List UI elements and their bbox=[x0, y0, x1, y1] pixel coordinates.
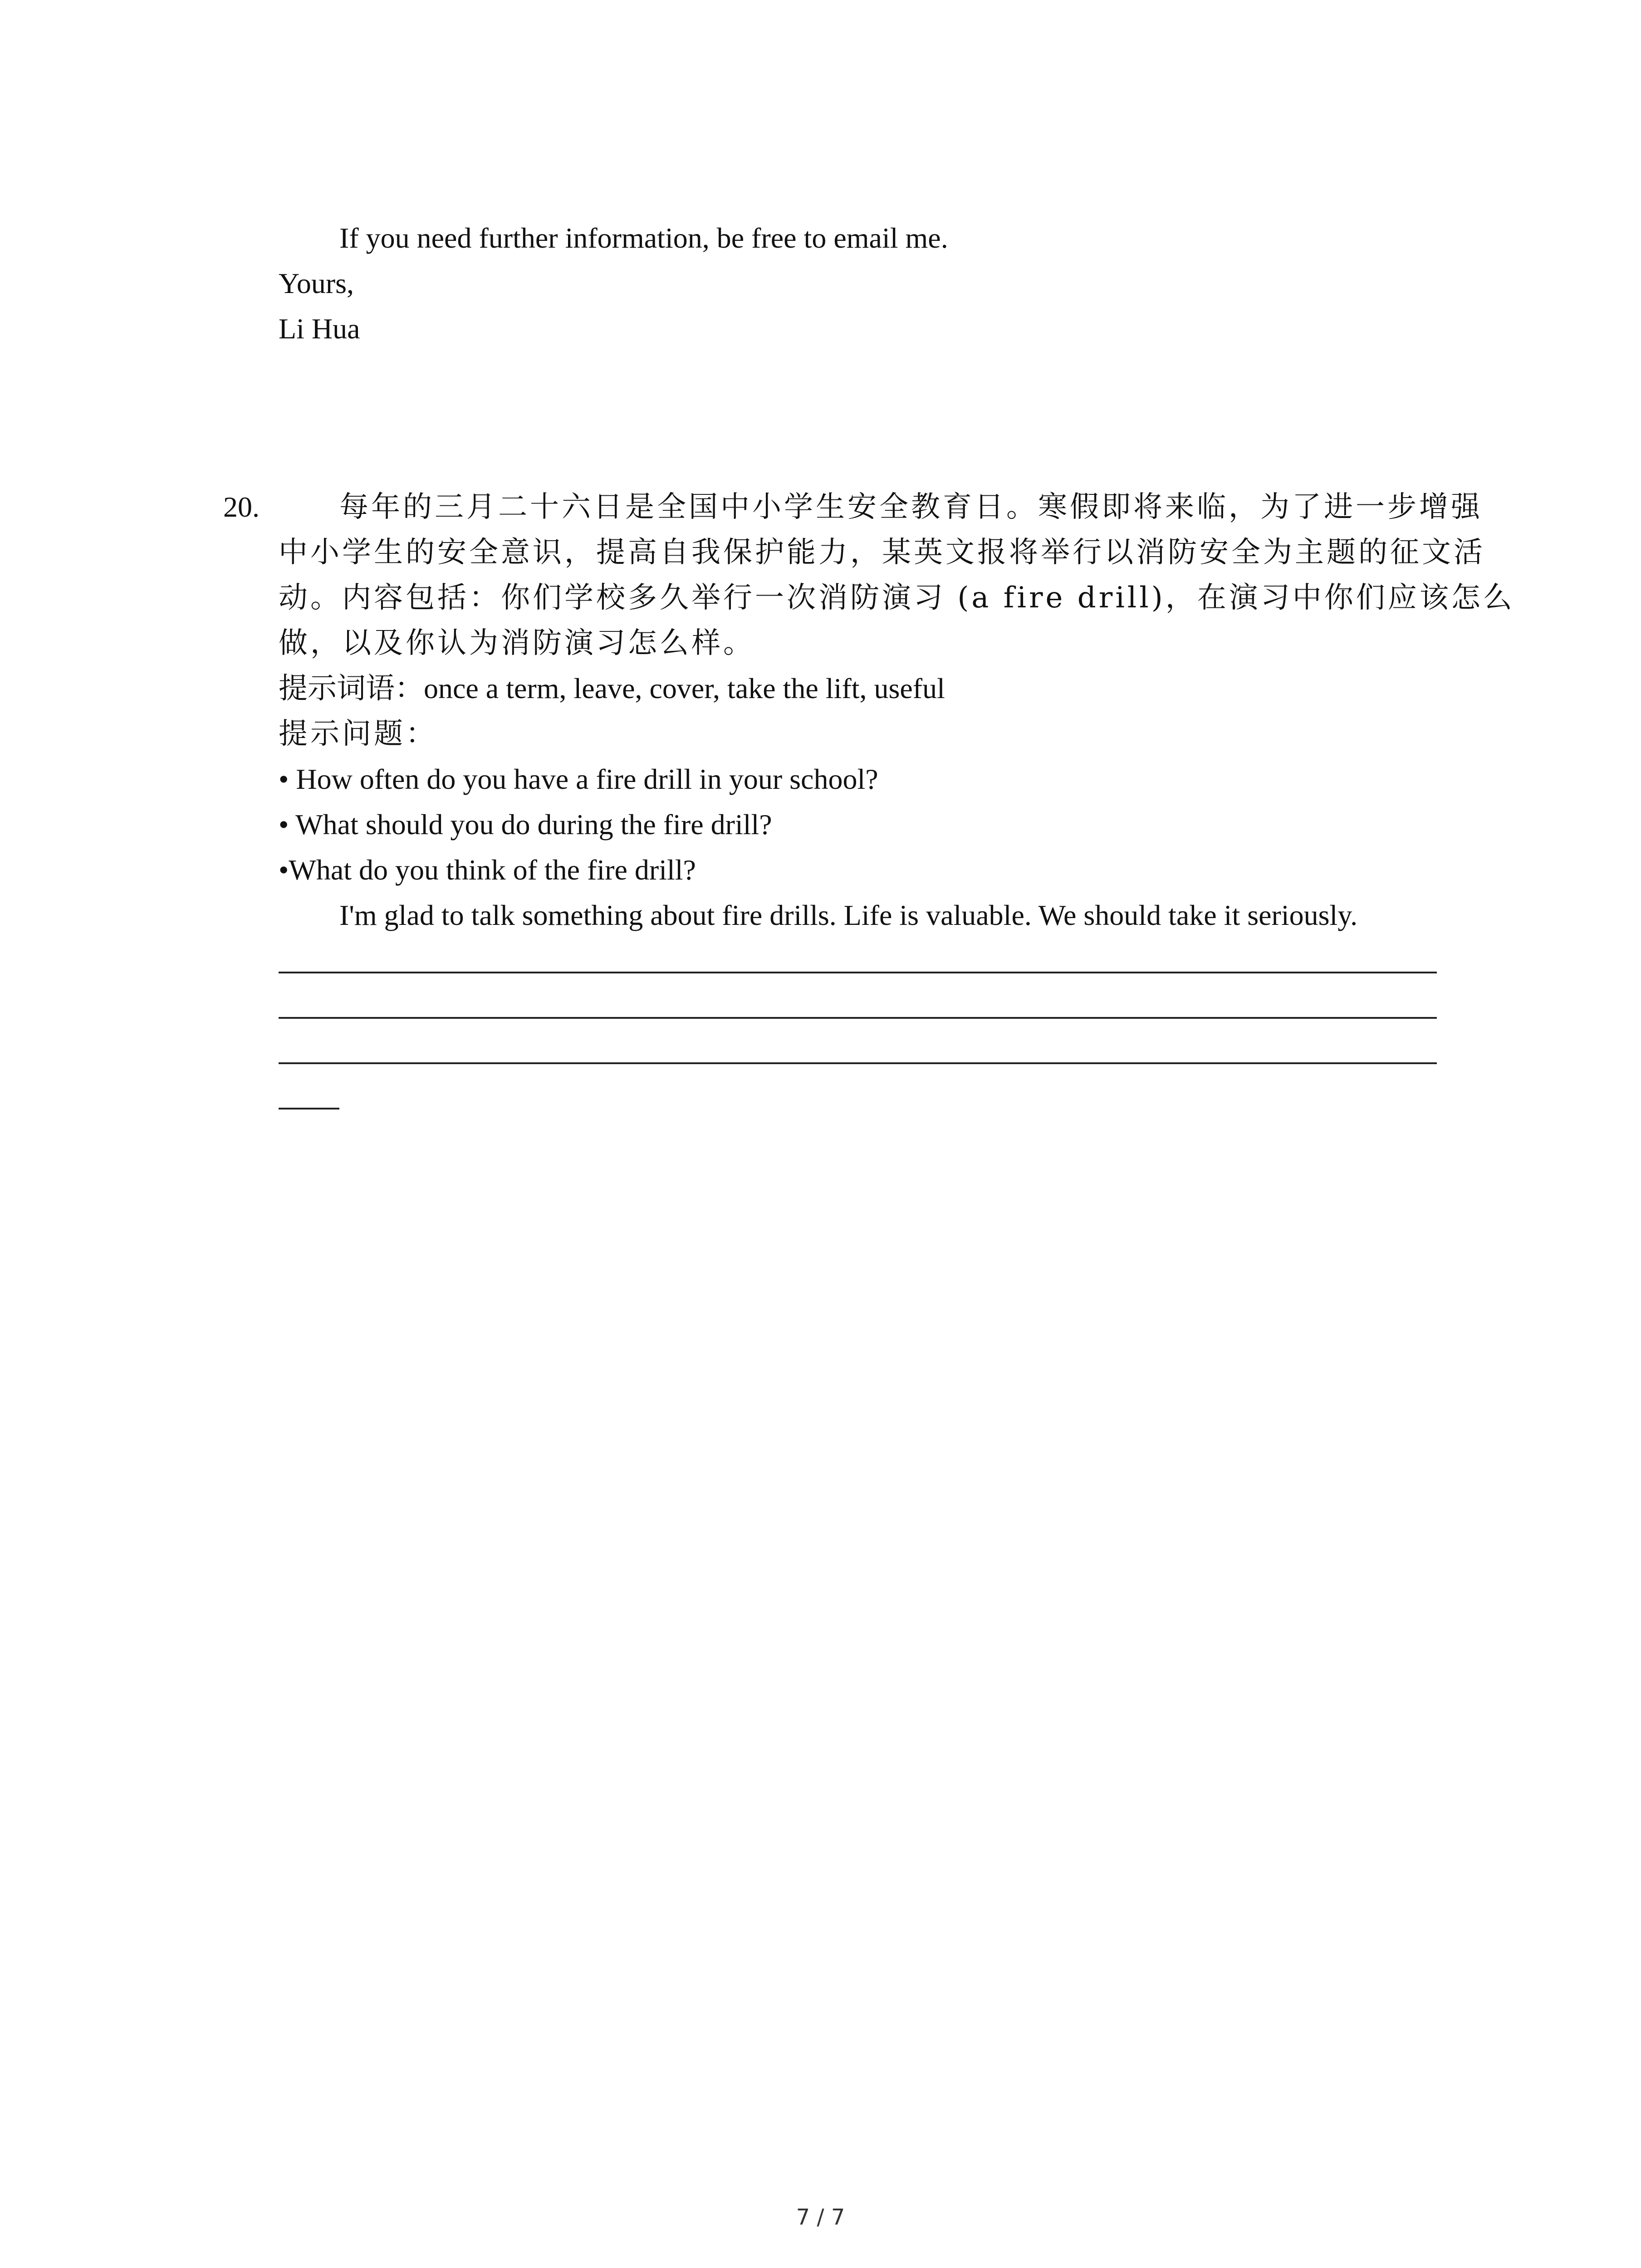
answer-line-3[interactable] bbox=[279, 1062, 1437, 1064]
hint-words: 提示词语：once a term, leave, cover, take the lift, useful bbox=[279, 672, 945, 704]
answer-line-end[interactable] bbox=[279, 1108, 339, 1110]
question-number: 20. bbox=[223, 491, 260, 523]
hint-question-2: • What should you do during the fire drill? bbox=[279, 808, 772, 841]
question-prompt-line-4: 做，以及你认为消防演习怎么样。 bbox=[279, 626, 755, 660]
hint-question-1: • How often do you have a fire drill in your school? bbox=[279, 763, 878, 795]
letter-closing-line: If you need further information, be free to email me. bbox=[339, 222, 948, 254]
answer-line-1[interactable] bbox=[279, 972, 1437, 973]
opening-sentence: I'm glad to talk something about fire drills. Life is valuable. We should take it seriously. bbox=[339, 899, 1358, 931]
question-prompt-line-3: 动。内容包括：你们学校多久举行一次消防演习 (a fire drill)，在演习中你们应该怎么 bbox=[279, 581, 1515, 615]
page-number: 7 / 7 bbox=[796, 2204, 845, 2230]
hint-questions-label: 提示问题： bbox=[279, 717, 437, 751]
letter-signoff: Yours, bbox=[279, 267, 354, 299]
letter-signature: Li Hua bbox=[279, 313, 360, 345]
question-prompt-line-1: 每年的三月二十六日是全国中小学生安全教育日。寒假即将来临，为了进一步增强 bbox=[339, 490, 1483, 524]
hint-question-3: •What do you think of the fire drill? bbox=[279, 854, 696, 886]
answer-line-2[interactable] bbox=[279, 1017, 1437, 1019]
question-prompt-line-2: 中小学生的安全意识，提高自我保护能力，某英文报将举行以消防安全为主题的征文活 bbox=[279, 536, 1485, 569]
